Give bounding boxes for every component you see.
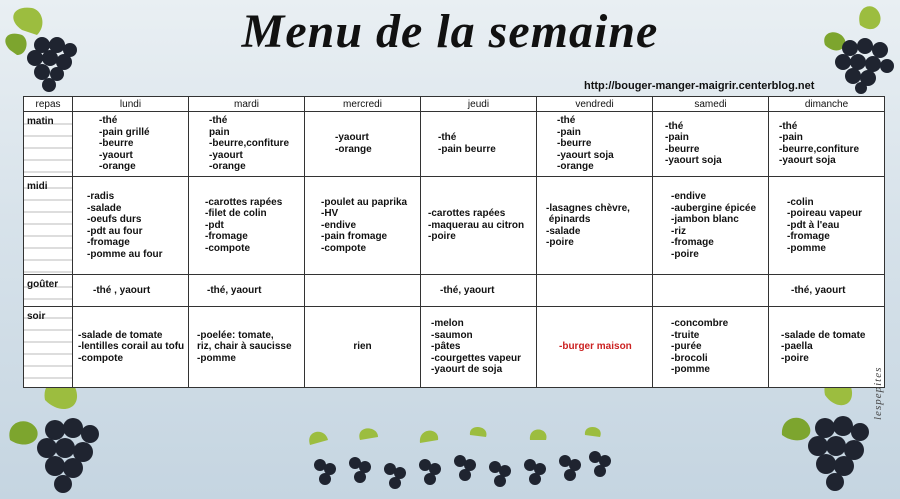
table-row-soir <box>24 306 885 387</box>
cell-text: -thé -pain -beurre -yaourt soja <box>665 120 722 167</box>
cell-matin-lundi <box>73 112 189 177</box>
grapes-bottom-right <box>780 370 880 499</box>
row-label-matin: matin <box>24 112 73 177</box>
cell-text: -salade de tomate -lentilles corail au tofu -compote <box>78 329 185 364</box>
cell-gouter-mardi <box>189 275 305 306</box>
cell-gouter-samedi <box>653 275 769 306</box>
cell-soir-jeudi <box>421 306 537 387</box>
blog-url: http://bouger-manger-maigrir.centerblog.net <box>584 80 815 92</box>
cell-soir-lundi <box>73 306 189 387</box>
cell-text: -thé -pain -beurre,confiture -yaourt soja <box>779 120 860 167</box>
cell-text: -endive -aubergine épicée -jambon blanc -riz -fromage -poire <box>671 191 757 260</box>
cell-midi-jeudi <box>421 176 537 274</box>
cell-text: -thé -pain beurre <box>438 132 496 155</box>
header-samedi: samedi <box>653 97 769 112</box>
cell-matin-mardi <box>189 112 305 177</box>
cell-soir-dimanche <box>769 306 885 387</box>
signature: lespepites <box>872 366 884 420</box>
cell-matin-jeudi <box>421 112 537 177</box>
header-dimanche: dimanche <box>769 97 885 112</box>
header-repas: repas <box>24 97 73 112</box>
cell-text: -poelée: tomate, riz, chair à saucisse -pomme <box>197 329 292 364</box>
cell-soir-mercredi <box>305 306 421 387</box>
cell-text: -concombre -truite -purée -brocoli -pomme <box>671 318 729 376</box>
cell-text: -thé -pain grillé -beurre -yaourt -orange <box>99 115 150 173</box>
cell-text: -poulet au paprika -HV -endive -pain fromage -compote <box>321 196 408 254</box>
table-row-matin <box>24 112 885 177</box>
cell-text: -carottes rapées -maquerau au citron -poire <box>428 208 525 243</box>
cell-text: -yaourt -orange <box>335 132 372 155</box>
cell-soir-mardi <box>189 306 305 387</box>
cell-matin-mercredi <box>305 112 421 177</box>
cell-matin-vendredi <box>537 112 653 177</box>
header-vendredi: vendredi <box>537 97 653 112</box>
cell-gouter-dimanche <box>769 275 885 306</box>
cell-midi-samedi <box>653 176 769 274</box>
grapes-bottom-left <box>5 370 115 499</box>
cell-gouter-mercredi <box>305 275 421 306</box>
cell-midi-mardi <box>189 176 305 274</box>
page-title: Menu de la semaine <box>241 5 659 58</box>
cell-text: -salade de tomate -paella -poire <box>781 329 866 364</box>
table-row-midi <box>24 176 885 274</box>
cell-midi-lundi <box>73 176 189 274</box>
cell-text: -lasagnes chèvre, épinards -salade -poire <box>546 202 630 249</box>
cell-text: -colin -poireau vapeur -pdt à l'eau -fromage -pomme <box>787 196 863 254</box>
cell-text: -radis -salade -oeufs durs -pdt au four -fromage -pomme au four <box>87 191 163 260</box>
cell-text: -burger maison <box>559 341 632 353</box>
cell-matin-samedi <box>653 112 769 177</box>
cell-text: -thé -pain -beurre -yaourt soja -orange <box>557 115 614 173</box>
header-lundi: lundi <box>73 97 189 112</box>
table-row-gouter <box>24 275 885 306</box>
table-header-row <box>24 97 885 112</box>
cell-matin-dimanche <box>769 112 885 177</box>
cell-midi-mercredi <box>305 176 421 274</box>
cell-midi-vendredi <box>537 176 653 274</box>
header-mardi: mardi <box>189 97 305 112</box>
header-jeudi: jeudi <box>421 97 537 112</box>
cell-text: rien <box>353 341 372 353</box>
cell-text: -thé, yaourt <box>207 284 262 296</box>
cell-gouter-jeudi <box>421 275 537 306</box>
weekly-menu-table <box>23 96 885 388</box>
cell-soir-samedi <box>653 306 769 387</box>
cell-gouter-lundi <box>73 275 189 306</box>
grapes-garland <box>300 425 620 499</box>
cell-text: -melon -saumon -pâtes -courgettes vapeur -yaourt de soja <box>431 318 522 376</box>
row-label-midi: midi <box>24 176 73 274</box>
header-mercredi: mercredi <box>305 97 421 112</box>
row-label-gouter: goûter <box>24 275 73 306</box>
cell-gouter-vendredi <box>537 275 653 306</box>
cell-text: -thé, yaourt <box>791 284 846 296</box>
cell-text: -thé pain -beurre,confiture -yaourt -orange <box>209 115 290 173</box>
cell-midi-dimanche <box>769 176 885 274</box>
cell-text: -carottes rapées -filet de colin -pdt -fromage -compote <box>205 196 283 254</box>
cell-soir-vendredi <box>537 306 653 387</box>
cell-text: -thé, yaourt <box>440 284 495 296</box>
cell-text: -thé , yaourt <box>93 284 151 296</box>
row-label-soir: soir <box>24 306 73 387</box>
